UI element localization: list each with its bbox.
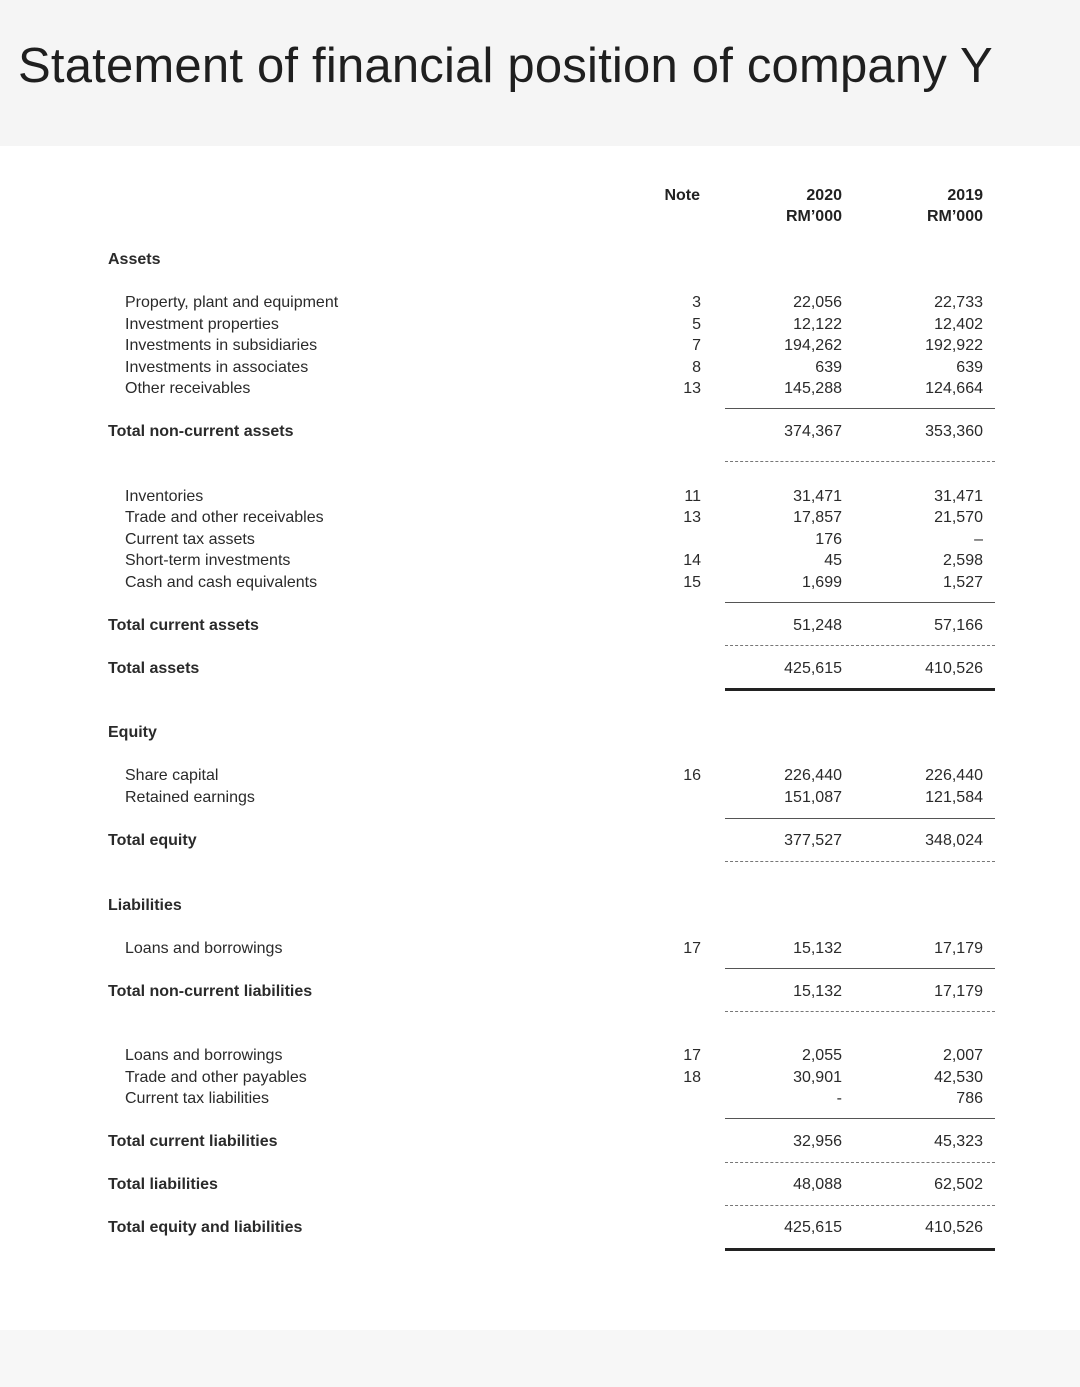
value-2020: 17,857 (793, 509, 842, 526)
value-2020: 639 (815, 359, 842, 376)
value-2020: 2,055 (801, 1047, 842, 1064)
rule-line (725, 1248, 995, 1251)
row-note: 17 (683, 940, 701, 957)
value-2020: 425,615 (784, 1219, 842, 1236)
row-label: Loans and borrowings (125, 1047, 283, 1064)
value-2020: 145,288 (784, 380, 842, 397)
year-2020-header: 2020 (806, 187, 842, 204)
table-row (0, 529, 1080, 550)
note-column-header: Note (664, 187, 700, 204)
row-label: Share capital (125, 767, 219, 784)
rule-line (725, 645, 995, 646)
page-title: Statement of financial position of company Y (18, 39, 993, 93)
year-2019-header: 2019 (947, 187, 983, 204)
row-note: 14 (683, 552, 701, 569)
table-row (0, 357, 1080, 378)
value-2020: 194,262 (784, 337, 842, 354)
section-heading (0, 249, 1080, 270)
total-row (0, 1174, 1080, 1195)
value-2020: 15,132 (793, 940, 842, 957)
value-2020: 425,615 (784, 660, 842, 677)
row-note: 3 (692, 294, 701, 311)
row-note: 11 (684, 488, 701, 505)
value-2019: 17,179 (934, 983, 983, 1000)
value-2019: 31,471 (934, 488, 983, 505)
value-2019: 639 (956, 359, 983, 376)
value-2019: 1,527 (942, 574, 983, 591)
rule-line (725, 968, 995, 969)
row-label: Investments in subsidiaries (125, 337, 318, 354)
row-label: Total current assets (108, 617, 259, 634)
table-row (0, 486, 1080, 507)
table-row (0, 1067, 1080, 1088)
row-label: Short-term investments (125, 552, 291, 569)
table-row (0, 507, 1080, 528)
row-label: Trade and other payables (125, 1069, 307, 1086)
rule-line (725, 602, 995, 603)
row-label: Other receivables (125, 380, 251, 397)
table-row (0, 1045, 1080, 1066)
value-2020: 45 (824, 552, 842, 569)
value-2019: 226,440 (925, 767, 983, 784)
unit-2019-header: RM’000 (926, 208, 983, 225)
value-2019: 410,526 (925, 1219, 983, 1236)
value-2020: 32,956 (793, 1133, 842, 1150)
row-note: 13 (683, 380, 701, 397)
table-row (0, 1088, 1080, 1109)
rule-line (725, 408, 995, 409)
row-note: 17 (683, 1047, 701, 1064)
total-row (0, 658, 1080, 679)
row-label: Retained earnings (125, 789, 255, 806)
row-label: Property, plant and equipment (125, 294, 339, 311)
rule-line (725, 1118, 995, 1119)
value-2019: 192,922 (925, 337, 983, 354)
row-label: Total non-current assets (108, 423, 294, 440)
value-2019: 42,530 (934, 1069, 983, 1086)
rule-line (725, 861, 995, 862)
row-note: 5 (692, 316, 701, 333)
title-bar (0, 0, 1080, 146)
value-2019: 121,584 (925, 789, 983, 806)
value-2019: 2,007 (942, 1047, 983, 1064)
table-row (0, 787, 1080, 808)
value-2019: 124,664 (925, 380, 983, 397)
table-row (0, 292, 1080, 313)
row-label: Total assets (108, 660, 200, 677)
value-2020: 15,132 (793, 983, 842, 1000)
row-note: 15 (683, 574, 701, 591)
value-2019: 57,166 (934, 617, 983, 634)
value-2020: 22,056 (793, 294, 842, 311)
value-2019: 21,570 (934, 509, 983, 526)
row-label: Equity (108, 724, 157, 741)
rule-line (725, 688, 995, 691)
value-2020: 31,471 (793, 488, 842, 505)
row-label: Current tax liabilities (125, 1090, 270, 1107)
row-label: Liabilities (108, 897, 182, 914)
total-row (0, 1217, 1080, 1238)
table-row (0, 314, 1080, 335)
total-row (0, 1131, 1080, 1152)
value-2019: 348,024 (925, 832, 983, 849)
value-2020: 176 (815, 531, 842, 548)
value-2020: 48,088 (793, 1176, 842, 1193)
table-row (0, 378, 1080, 399)
row-label: Trade and other receivables (125, 509, 324, 526)
row-note: 13 (683, 509, 701, 526)
rule-line (725, 1205, 995, 1206)
table-row (0, 572, 1080, 593)
row-label: Investment properties (125, 316, 279, 333)
value-2019: 45,323 (934, 1133, 983, 1150)
row-label: Total liabilities (108, 1176, 218, 1193)
value-2020: 151,087 (784, 789, 842, 806)
row-note: 8 (692, 359, 701, 376)
total-row (0, 981, 1080, 1002)
row-label: Total non-current liabilities (108, 983, 313, 1000)
rule-line (725, 1011, 995, 1012)
row-note: 16 (683, 767, 701, 784)
section-heading (0, 722, 1080, 743)
value-2019: 62,502 (934, 1176, 983, 1193)
rule-line (725, 818, 995, 819)
row-label: Investments in associates (125, 359, 309, 376)
table-row (0, 765, 1080, 786)
row-label: Loans and borrowings (125, 940, 283, 957)
value-2020: - (836, 1090, 842, 1107)
value-2019: 353,360 (925, 423, 983, 440)
value-2019: 17,179 (934, 940, 983, 957)
value-2020: 226,440 (784, 767, 842, 784)
value-2020: 30,901 (793, 1069, 842, 1086)
value-2020: 377,527 (784, 832, 842, 849)
row-label: Total current liabilities (108, 1133, 278, 1150)
unit-2020-header: RM’000 (785, 208, 842, 225)
value-2020: 1,699 (801, 574, 842, 591)
rule-line (725, 1162, 995, 1163)
section-heading (0, 895, 1080, 916)
total-row (0, 421, 1080, 442)
table-row (0, 335, 1080, 356)
value-2019: 410,526 (925, 660, 983, 677)
row-label: Assets (108, 251, 161, 268)
row-note: 7 (692, 337, 701, 354)
value-2020: 51,248 (793, 617, 842, 634)
value-2019: 22,733 (934, 294, 983, 311)
value-2020: 12,122 (793, 316, 842, 333)
row-label: Total equity (108, 832, 197, 849)
value-2019: – (974, 531, 983, 548)
value-2020: 374,367 (784, 423, 842, 440)
total-row (0, 830, 1080, 851)
rule-line (725, 461, 995, 462)
total-row (0, 615, 1080, 636)
row-label: Current tax assets (125, 531, 255, 548)
table-row (0, 938, 1080, 959)
value-2019: 786 (956, 1090, 983, 1107)
value-2019: 12,402 (934, 316, 983, 333)
row-label: Inventories (125, 488, 204, 505)
table-row (0, 550, 1080, 571)
bottom-bar (0, 1330, 1080, 1387)
row-label: Total equity and liabilities (108, 1219, 303, 1236)
row-note: 18 (683, 1069, 701, 1086)
row-label: Cash and cash equivalents (125, 574, 318, 591)
value-2019: 2,598 (942, 552, 983, 569)
